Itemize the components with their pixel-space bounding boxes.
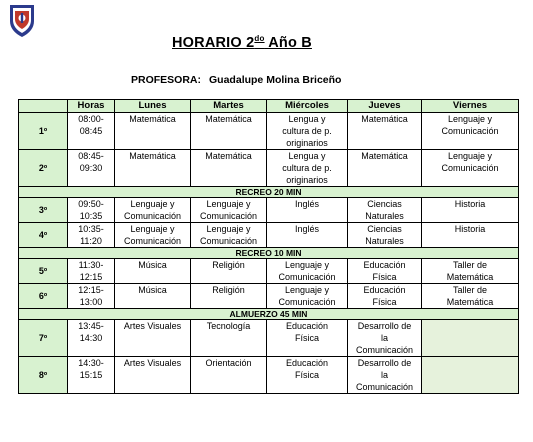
subject-cell [422,284,519,309]
hours-line: 08:45- [78,151,104,161]
subject-cell [422,113,519,150]
subject-line: Historia [454,199,486,209]
hours-line: 14:30 [79,333,103,343]
subject-line: Comunicación [355,345,414,355]
subject-line: Educación [285,358,329,368]
subject-line: Artes Visuales [123,358,182,368]
subject-line: Historia [454,224,486,234]
period-number: 6º [19,284,68,309]
subject-line: Física [294,333,319,343]
hours-line: 10:35 [79,211,103,221]
subject-cell [191,259,267,284]
header-cell [19,100,68,113]
subject-line: Taller de [452,285,488,295]
subject-line: Lenguaje y [206,224,251,234]
subject-cell [267,223,348,248]
subject-line: Comunicación [199,236,258,246]
hours-line: 11:30- [78,260,104,270]
subject-line: Física [294,370,319,380]
period-hours [68,320,115,357]
subject-line: Lengua y [288,151,326,161]
subject-cell [191,320,267,357]
subject-cell [115,113,191,150]
header-cell-monday: Lunes [115,100,191,113]
period-number: 2º [19,150,68,187]
page-title: HORARIO $2^{do}$ Año B [172,34,312,51]
subject-line: Lenguaje y [130,199,175,209]
break-row [19,309,519,320]
subject-line: Música [138,285,167,295]
hours-line: 15:15 [79,370,103,380]
subject-cell [191,357,267,394]
empty-cell [422,320,519,357]
subject-line: cultura de p. [282,126,332,136]
subject-line: Orientación [205,358,252,368]
class-row [19,113,519,150]
class-row [19,198,519,223]
subject-line: Lenguaje y [284,260,330,270]
teacher-label: PROFESORA: [131,74,202,86]
hours-line: 13:00 [79,297,103,307]
hours-line: 13:45- [78,321,104,331]
subject-line: originarios [286,138,328,148]
subject-line: Matemática [446,272,494,282]
subject-cell [267,259,348,284]
subject-line: Naturales [365,211,404,221]
subject-line: Inglés [294,224,320,234]
break-label: ALMUERZO 45 MIN [19,309,519,320]
class-row [19,259,519,284]
period-number: 1º [19,113,68,150]
subject-cell [348,198,422,223]
school-crest-icon [4,3,40,39]
subject-line: Matemática [205,151,252,161]
subject-line: Lenguaje y [206,199,251,209]
subject-line: Inglés [294,199,320,209]
hours-line: 14:30- [78,358,104,368]
subject-cell [115,259,191,284]
break-row [19,187,519,198]
class-row [19,150,519,187]
subject-cell [115,150,191,187]
subject-line: Matemática [205,114,252,124]
subject-line: Ciencias [367,224,402,234]
subject-cell [348,259,422,284]
subject-line: Educación [363,260,406,270]
subject-line: Naturales [365,236,404,246]
subject-line: Educación [285,321,329,331]
period-hours [68,150,115,187]
break-label: RECREO 10 MIN [19,248,519,259]
subject-line: Lengua y [288,114,326,124]
hours-line: 08:45 [79,126,103,136]
subject-line: Lenguaje y [447,151,493,161]
subject-line: Lenguaje y [447,114,493,124]
subject-cell [348,223,422,248]
subject-line: Física [372,297,397,307]
subject-cell [115,357,191,394]
subject-line: Matemática [361,151,408,161]
hours-line: 08:00- [78,114,104,124]
subject-line: Música [138,260,167,270]
subject-cell [191,150,267,187]
subject-cell [115,198,191,223]
subject-cell [267,113,348,150]
subject-cell [267,150,348,187]
break-label: RECREO 20 MIN [19,187,519,198]
period-hours [68,223,115,248]
period-number: 8º [19,357,68,394]
subject-cell [348,320,422,357]
subject-line: Comunicación [199,211,258,221]
subject-line: Matemática [129,151,176,161]
class-row [19,223,519,248]
header-cell-thursday: Jueves [348,100,422,113]
subject-cell [191,223,267,248]
header-cell-tuesday: Martes [191,100,267,113]
class-row [19,357,519,394]
subject-line: Artes Visuales [123,321,182,331]
subject-line: Matemática [446,297,494,307]
period-hours [68,113,115,150]
subject-cell [348,284,422,309]
teacher-line [131,74,341,86]
subject-cell [267,357,348,394]
header-cell-hours: Horas [68,100,115,113]
subject-line: la [380,370,388,380]
subject-line: Religión [212,285,245,295]
subject-line: Desarrollo de [357,321,412,331]
period-hours [68,284,115,309]
hours-line: 09:30 [79,163,103,173]
schedule-table [18,99,519,394]
hours-line: 11:20 [80,236,102,246]
teacher-name: Guadalupe Molina Briceño [209,74,342,86]
period-hours [68,259,115,284]
subject-line: Comunicación [355,382,414,392]
subject-line: Desarrollo de [357,358,412,368]
subject-cell [191,198,267,223]
header-cell-friday: Viernes [422,100,519,113]
subject-cell [191,113,267,150]
subject-line: Comunicación [278,297,336,307]
hours-line: 09:50- [78,199,104,209]
subject-cell [267,198,348,223]
class-row [19,320,519,357]
break-row [19,248,519,259]
subject-line: Taller de [452,260,488,270]
period-number: 4º [19,223,68,248]
hours-line: 12:15 [79,272,103,282]
subject-line: Comunicación [441,126,499,136]
period-hours [68,198,115,223]
subject-cell [422,150,519,187]
period-number: 3º [19,198,68,223]
subject-line: Ciencias [367,199,402,209]
subject-line: Lenguaje y [284,285,330,295]
hours-line: 10:35- [78,224,104,234]
subject-cell [348,113,422,150]
hours-line: 12:15- [78,285,104,295]
subject-line: Lenguaje y [130,224,175,234]
subject-line: Física [372,272,397,282]
subject-cell [191,284,267,309]
subject-cell [115,223,191,248]
subject-line: Educación [363,285,406,295]
subject-cell [422,198,519,223]
header-cell-wednesday: Miércoles [267,100,348,113]
subject-line: Comunicación [123,236,182,246]
subject-line: Matemática [129,114,176,124]
subject-cell [348,150,422,187]
empty-cell [422,357,519,394]
subject-line: Religión [212,260,245,270]
period-number: 7º [19,320,68,357]
class-row [19,284,519,309]
subject-cell [115,320,191,357]
subject-cell [422,259,519,284]
subject-cell [115,284,191,309]
subject-line: cultura de p. [282,163,332,173]
subject-line: Comunicación [441,163,499,173]
subject-cell [267,284,348,309]
subject-cell [267,320,348,357]
period-hours [68,357,115,394]
subject-line: Comunicación [278,272,336,282]
subject-line: la [380,333,388,343]
period-number: 5º [19,259,68,284]
subject-cell [348,357,422,394]
subject-line: originarios [286,175,328,185]
subject-line: Matemática [361,114,408,124]
subject-line: Comunicación [123,211,182,221]
header-row [19,100,519,113]
subject-line: Tecnología [206,321,251,331]
subject-cell [422,223,519,248]
